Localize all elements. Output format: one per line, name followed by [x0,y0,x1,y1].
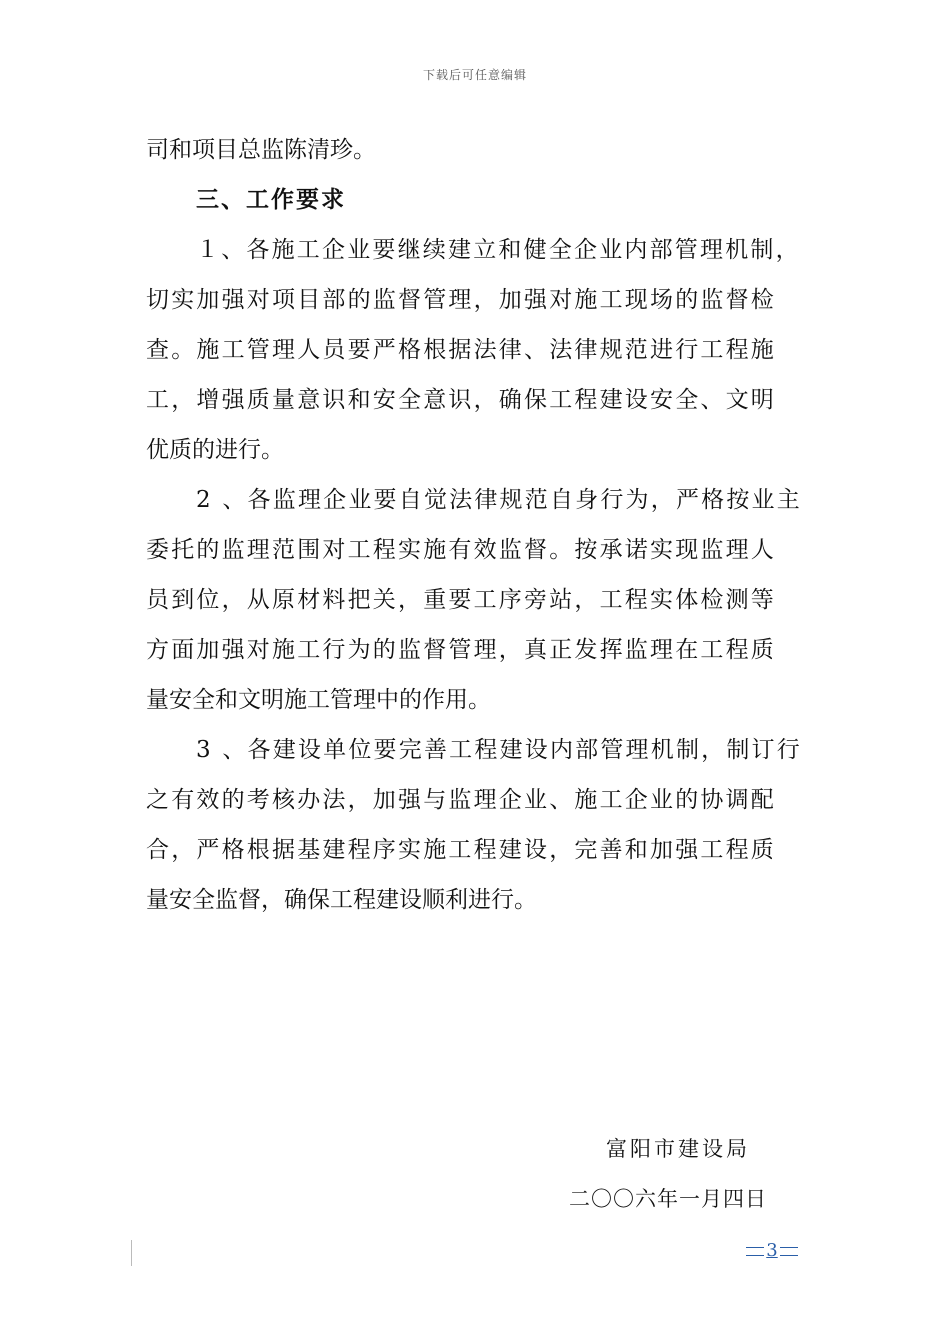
paragraph-line: 切实加强对项目部的监督管理，加强对施工现场的监督检 [146,287,776,313]
page-number-right-mark [780,1247,798,1256]
section-heading: 三、工作要求 [196,186,346,213]
paragraph-line: 3 、各建设单位要完善工程建设内部管理机制，制订行 [196,737,802,763]
paragraph-line: 量安全监督，确保工程建设顺利进行。 [146,887,537,913]
paragraph-line: 委托的监理范围对工程实施有效监督。按承诺实现监理人 [146,537,776,563]
page-number [742,1240,802,1261]
paragraph-line: 工，增强质量意识和安全意识，确保工程建设安全、文明 [146,387,776,413]
paragraph-line: 查。施工管理人员要严格根据法律、法律规范进行工程施 [146,337,776,363]
page-header-note: 下载后可任意编辑 [422,68,527,82]
page-number-value: 3 [766,1240,778,1261]
paragraph-line: 合，严格根据基建程序实施工程建设，完善和加强工程质 [146,837,776,863]
paragraph-line: 2 、各监理企业要自觉法律规范自身行为，严格按业主 [196,487,802,513]
paragraph-line: 方面加强对施工行为的监督管理，真正发挥监理在工程质 [146,637,776,663]
signature-date: 二〇〇六年一月四日 [569,1187,767,1211]
signature-org: 富阳市建设局 [606,1137,750,1161]
footer-divider [131,1240,132,1266]
paragraph-line: 员到位，从原材料把关，重要工序旁站，工程实体检测等 [146,587,776,613]
page-number-left-mark [746,1247,764,1256]
paragraph-line: １、各施工企业要继续建立和健全企业内部管理机制， [196,237,801,263]
paragraph-line: 量安全和文明施工管理中的作用。 [146,687,491,713]
paragraph-line: 司和项目总监陈清珍。 [146,137,376,163]
paragraph-line: 之有效的考核办法，加强与监理企业、施工企业的协调配 [146,787,776,813]
paragraph-line: 优质的进行。 [146,437,284,463]
